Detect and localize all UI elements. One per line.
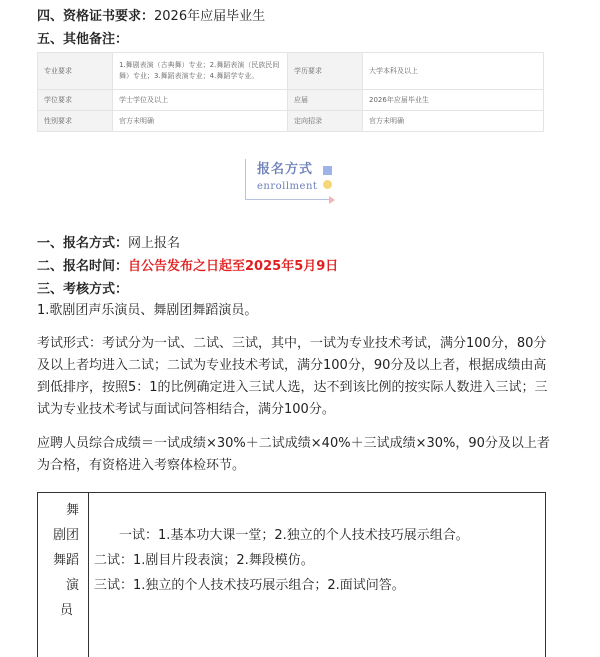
exam-form-paragraph: 考试形式：考试分为一试、二试、三试，其中，一试为专业技术考试，满分100分，80分及以上者均进入二试；二试为专业技术考试，满分100分，90分及以上者，根据成绩由高到低排序，按照5：1的比例确定进入三试人选，达不到该比例的按实际人数进入三试；三试为专业技术考试与面试问答相结合，满分100分。 [37,336,548,417]
square-icon [323,166,332,175]
cell-value: 大学本科及以上 [363,53,544,90]
signup-time-line [37,255,338,274]
cell-label: 学位要求 [38,90,113,111]
signup-time-label: 二、报名时间： [37,259,129,274]
section5-label: 五、其他备注： [37,32,129,47]
role-char: 员 [60,603,74,618]
banner-subtitle: enrollment [257,181,318,192]
cell-label: 应届 [288,90,363,111]
cell-label: 性别要求 [38,111,113,132]
enrollment-banner [245,156,345,206]
cell-value: 2026年应届毕业生 [363,90,544,111]
table-row [38,53,544,90]
table-row [38,90,544,111]
exam-round-1: 一试：1.基本功大课一堂；2.独立的个人技术技巧展示组合。 [119,528,469,543]
exam-round-2: 二试：1.剧目片段表演；2.舞段模仿。 [94,553,314,568]
score-paragraph: 应聘人员综合成绩＝一试成绩×30%＋二试成绩×40%＋三试成绩×30%，90分及以上者为合格，有资格进入考察体检环节。 [37,436,550,473]
dot-icon [323,180,332,189]
banner-title: 报名方式 [257,162,314,177]
table-row [38,111,544,132]
role-char: 剧团 [53,528,80,543]
section4-label: 四、资格证书要求： [37,9,155,24]
banner-horizontal-line [245,199,330,200]
exam-item1: 1.歌剧团声乐演员、舞剧团舞蹈演员。 [37,303,258,318]
cell-label: 专业要求 [38,53,113,90]
cell-value: 官方未明确 [113,111,288,132]
role-char: 舞 [66,503,80,518]
role-char: 舞蹈 [53,553,80,568]
section4-value: 2026年应届毕业生 [154,9,266,24]
exam-content-table [37,492,546,657]
cell-value: 1.舞剧表演（古典舞）专业；2.舞蹈表演（民族民间舞）专业；3.舞蹈表演专业；4.舞蹈学专业。 [113,53,288,90]
signup-time-value: 自公告发布之日起至2025年5月9日 [128,259,339,274]
exam-round-3: 三试：1.独立的个人技术技巧展示组合；2.面试问答。 [94,578,405,593]
role-char: 演 [66,578,80,593]
signup-method-line [37,232,180,251]
cell-label: 学历要求 [288,53,363,90]
cell-value: 官方未明确 [363,111,544,132]
cell-value: 学士学位及以上 [113,90,288,111]
exam-method-label: 三、考核方式： [37,282,129,297]
section4-line [37,5,265,24]
banner-vertical-line [245,159,246,199]
signup-method-label: 一、报名方式： [37,236,129,251]
arrow-icon [329,196,335,204]
cell-label: 定向招录 [288,111,363,132]
signup-method-value: 网上报名 [128,236,181,251]
role-cell [38,493,89,657]
requirements-table [37,52,544,132]
